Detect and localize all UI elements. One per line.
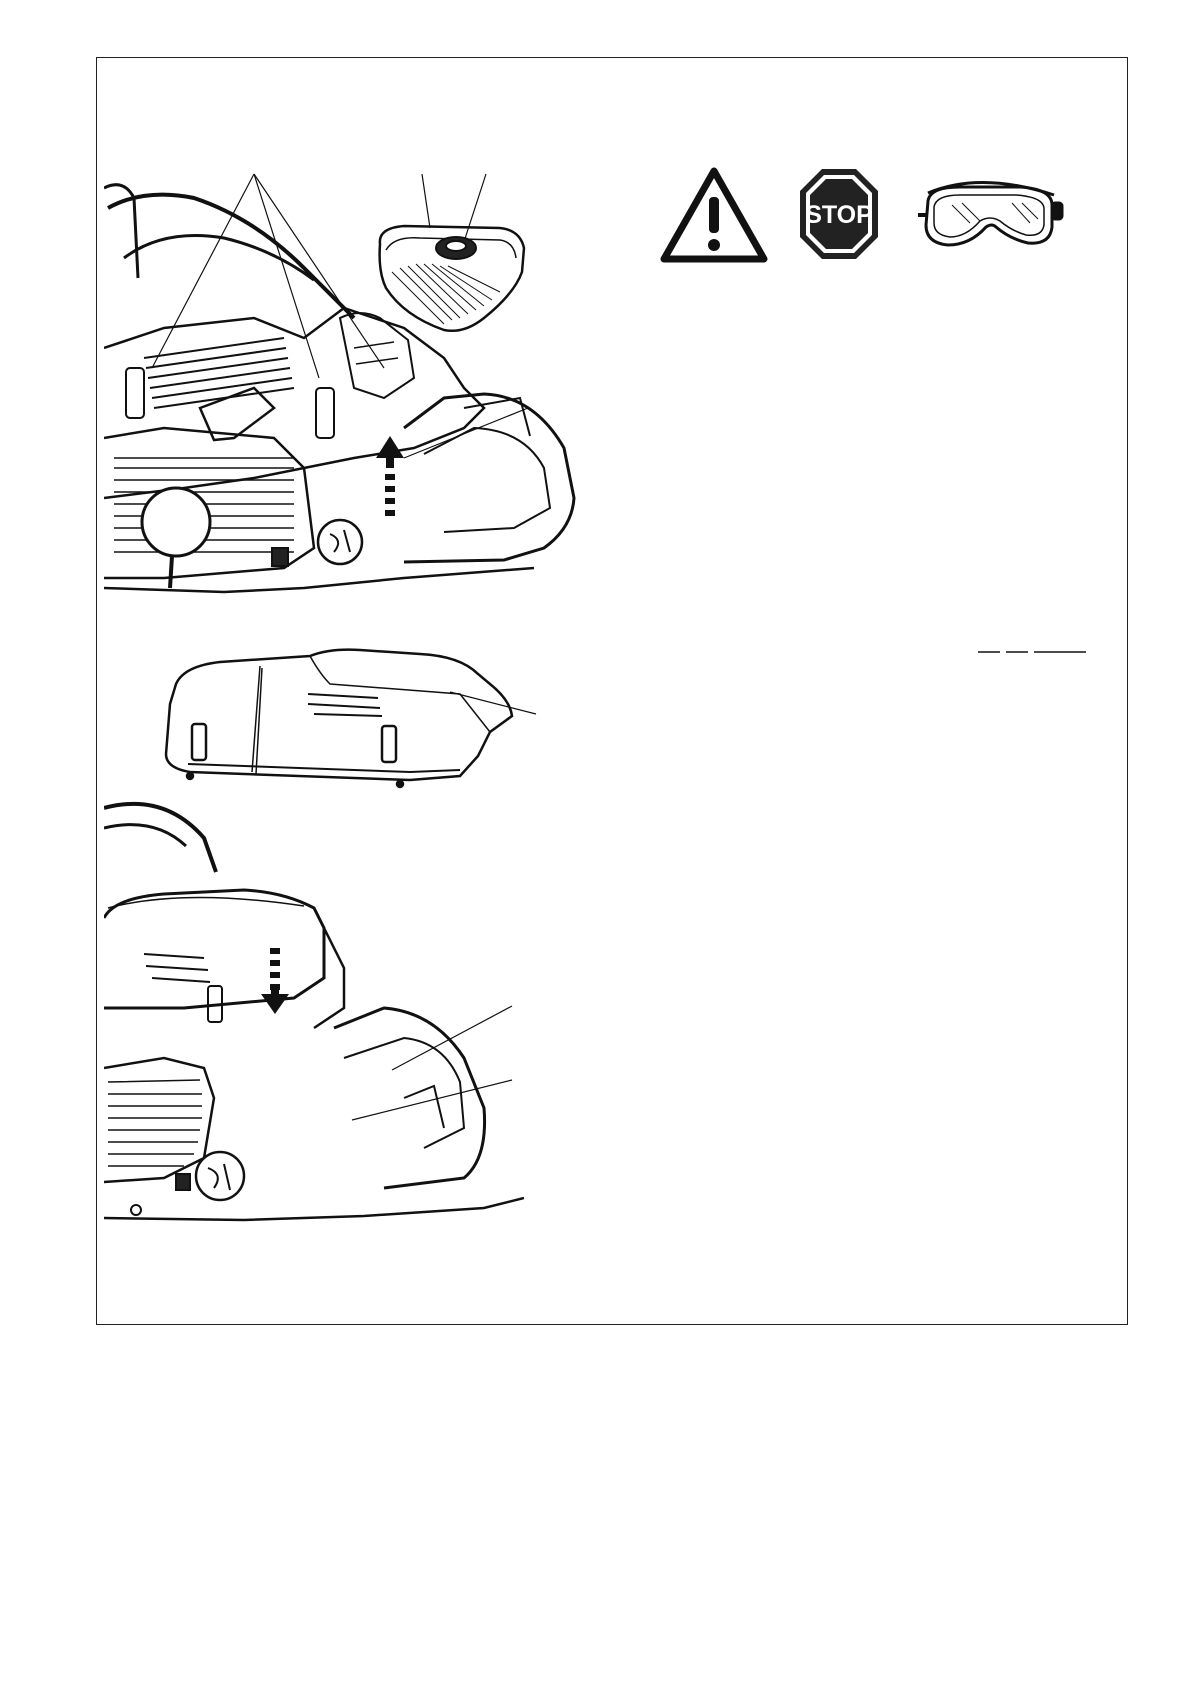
safety-symbols-row [660,165,1070,265]
arrow-down-icon [261,948,289,1014]
stop-sign-label: STOP [805,201,873,229]
warning-triangle-icon [664,171,764,259]
air-filter-element-illustration [380,226,524,331]
chainsaw-cover-refit-illustration [104,798,524,1268]
fill-in-blank-lines [978,650,1088,654]
chainsaw-air-filter-removal-illustration [104,168,604,618]
stop-sign-icon [800,169,878,259]
arrow-up-icon [376,436,404,516]
cylinder-cover-illustration [160,644,540,794]
safety-goggles-icon [918,182,1062,245]
